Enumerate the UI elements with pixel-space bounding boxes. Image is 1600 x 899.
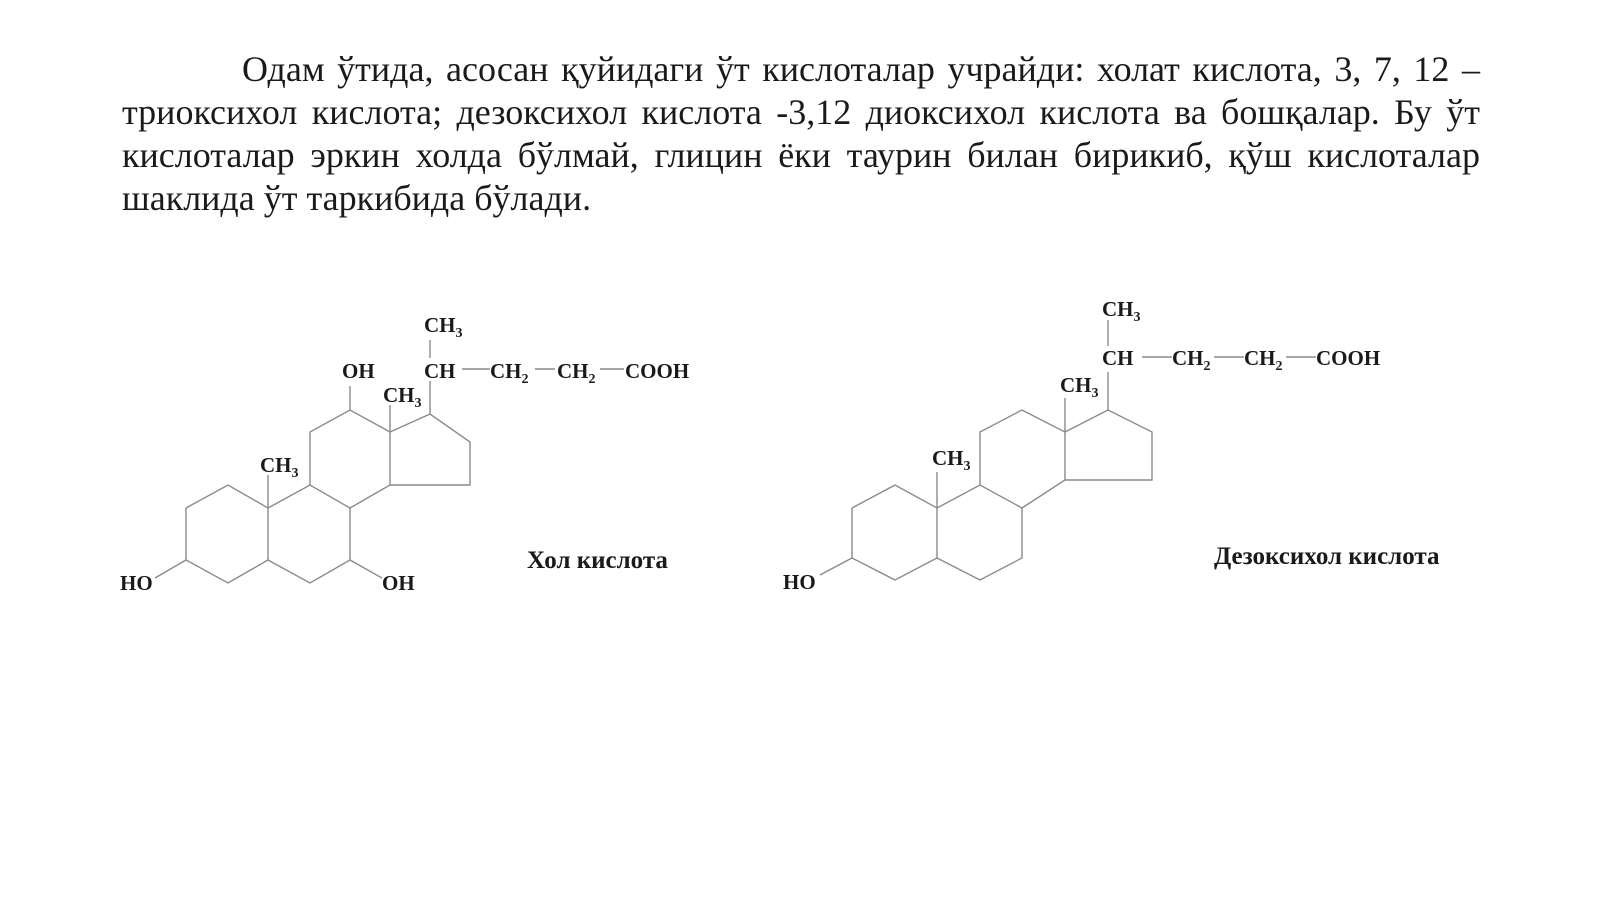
cholic-c18-ch3-label: $CH_3$ <box>383 383 422 411</box>
deoxycholic-acid-structure <box>783 297 1440 594</box>
cholic-ch2-b-label: $CH_2$ <box>557 359 596 387</box>
cholic-ho-3-label: HO <box>120 571 153 595</box>
deoxycholic-ch2-b-label: $CH_2$ <box>1244 346 1283 374</box>
body-paragraph: Одам ўтида, асосан қуйидаги ўт кислоталар учрайди: холат кислота, 3, 7, 12 – триоксихол кислота; дезоксихол кислота -3,12 диоксихол кислота ва бошқалар. Бу ўт кислоталар эркин холда бўлмай, глицин ёки таурин билан бирикиб, қўш кислоталар шаклида ўт таркибида бўлади. <box>122 49 1480 218</box>
deoxycholic-c19-ch3-label: $CH_3$ <box>932 446 971 474</box>
cholic-ch-label: CH <box>424 359 456 383</box>
deoxycholic-cooh-label: COOH <box>1316 346 1381 370</box>
cholic-oh-7-label: OH <box>382 571 415 595</box>
cholic-side-ch3-label: $CH_3$ <box>424 313 463 341</box>
cholic-cooh-label: COOH <box>625 359 690 383</box>
deoxycholic-side-ch3-label: $CH_3$ <box>1102 297 1141 325</box>
deoxycholic-caption: Дезоксихол кислота <box>1214 543 1440 570</box>
deoxycholic-ch-label: CH <box>1102 346 1134 370</box>
deoxycholic-ch2-a-label: $CH_2$ <box>1172 346 1211 374</box>
deoxycholic-c18-ch3-label: $CH_3$ <box>1060 373 1099 401</box>
cholic-c19-ch3-label: $CH_3$ <box>260 453 299 481</box>
cholic-ch2-a-label: $CH_2$ <box>490 359 529 387</box>
deoxycholic-ho-3-label: HO <box>783 570 816 594</box>
cholic-oh-12-label: OH <box>342 359 375 383</box>
deoxycholic-ring-bonds <box>820 320 1316 580</box>
cholic-acid-structure <box>120 313 689 595</box>
cholic-caption: Хол кислота <box>527 547 668 574</box>
